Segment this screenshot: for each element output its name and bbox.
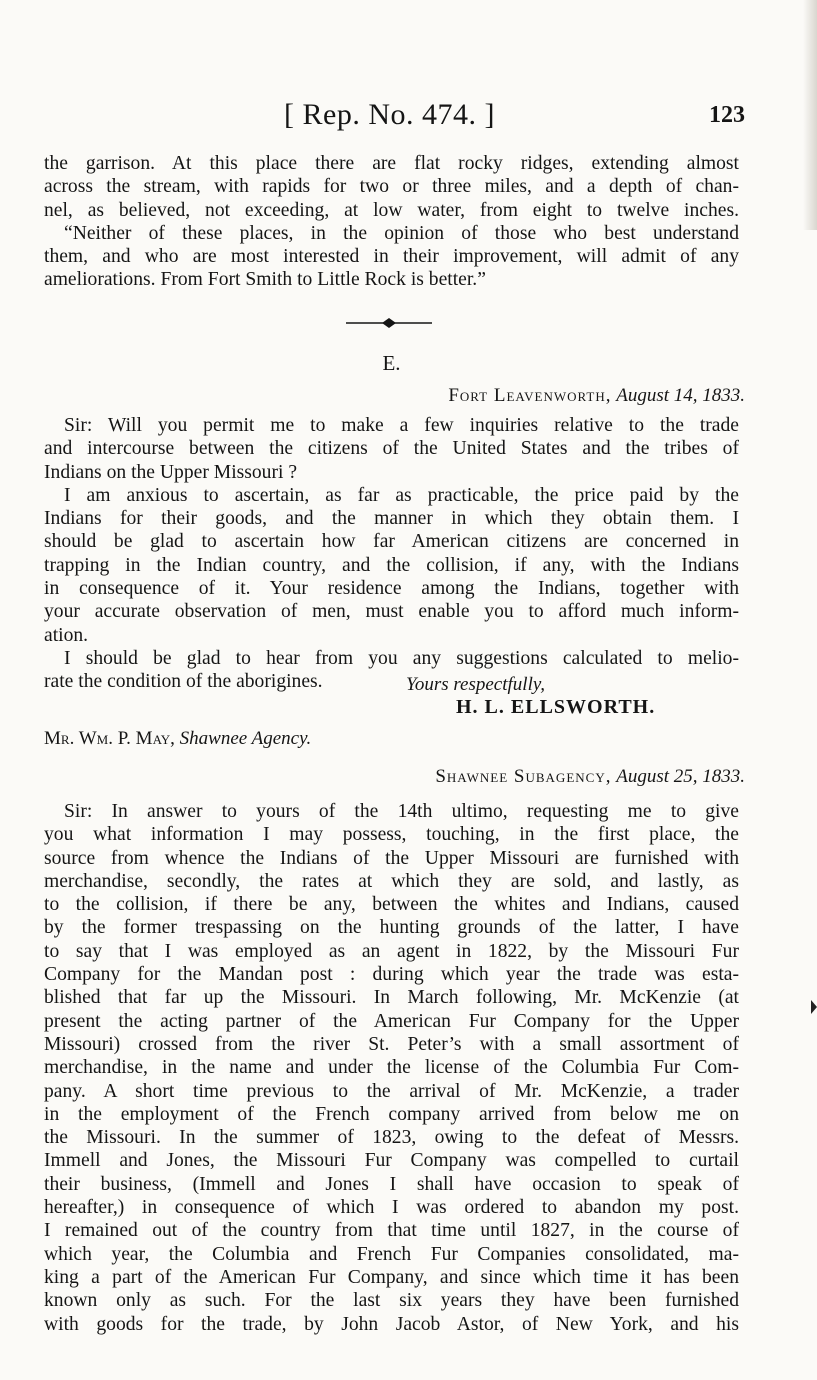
ornamental-divider-icon [346,318,432,328]
page-edge-shadow [803,0,817,230]
text-line: trapping in the Indian country, and the collision, if any, with the Indians [44,554,739,576]
text-line: nel, as believed, not exceeding, at low water, from eight to twelve inches. [44,199,739,221]
text-line: to say that I was employed as an agent in 1822, by the Missouri Fur [44,940,739,962]
text-line: I am anxious to ascertain, as far as practicable, the price paid by the [64,484,739,506]
addressee-name: Mr. Wm. P. May, [44,728,175,749]
text-line: Company for the Mandan post : during which year the trade was esta- [44,964,739,986]
section-label: E. [382,351,401,375]
text-line: I remained out of the country from that time until 1827, in the course of [44,1220,739,1242]
page-header [44,96,745,136]
text-line: in the employment of the French company arrived from below me on [44,1103,739,1125]
letter1-closing: Yours respectfully, [406,674,545,695]
text-line: rate the condition of the aborigines. [44,671,323,693]
letter1-dateline [448,385,745,407]
text-line: pany. A short time previous to the arrival of Mr. McKenzie, a trader [44,1080,739,1102]
addressee-place: Shawnee Agency. [179,728,312,749]
text-line: merchandise, in the name and under the license of the Columbia Fur Com- [44,1057,739,1079]
letter2-place: Shawnee Subagency, [435,766,612,787]
letter1-signature: H. L. ELLSWORTH. [456,696,656,718]
text-line: ameliorations. From Fort Smith to Little Rock is better.” [44,269,486,291]
text-line: by the former trespassing on the hunting grounds of the latter, I have [44,917,739,939]
text-line: them, and who are most interested in their improvement, will admit of any [44,246,739,268]
text-line: king a part of the American Fur Company, and since which time it has been [44,1266,739,1288]
intro-paragraph [44,152,739,292]
text-line: should be glad to ascertain how far American citizens are concerned in [44,531,739,553]
letter1-addressee [44,728,311,750]
text-line: present the acting partner of the American Fur Company for the Upper [44,1010,739,1032]
text-line: Indians on the Upper Missouri ? [44,461,298,483]
text-line: Indians for their goods, and the manner in which they obtain them. I [44,508,739,530]
letter2-dateline [435,766,745,788]
text-line: the garrison. At this place there are flat rocky ridges, extending almost [44,153,739,174]
running-head: [ Rep. No. 474. ] [284,98,495,131]
text-line: source from whence the Indians of the Upper Missouri are furnished with [44,847,739,869]
text-line: known only as such. For the last six years they have been furnished [44,1290,739,1312]
text-line: their business, (Immell and Jones I shall have occasion to speak of [44,1173,739,1195]
text-line: your accurate observation of men, must enable you to afford much inform- [44,601,739,623]
page-number: 123 [709,102,745,128]
edge-mark-icon [811,1000,817,1014]
text-line: with goods for the trade, by John Jacob Astor, of New York, and his [44,1313,739,1335]
text-line: blished that far up the Missouri. In March following, Mr. McKenzie (at [44,987,739,1009]
text-line: “Neither of these places, in the opinion of those who best understand [64,222,739,244]
text-line: Immell and Jones, the Missouri Fur Company was compelled to curtail [44,1150,739,1172]
letter2-body [44,800,739,1336]
text-line: Missouri) crossed from the river St. Peter’s with a small assortment of [44,1033,739,1055]
text-line: hereafter,) in consequence of which I was ordered to abandon my post. [44,1197,739,1219]
text-line: I should be glad to hear from you any suggestions calculated to melio- [64,647,739,669]
text-line: across the stream, with rapids for two or three miles, and a depth of chan- [44,176,739,198]
text-line: the Missouri. In the summer of 1823, owing to the defeat of Messrs. [44,1127,739,1149]
text-line: in consequence of it. Your residence among the Indians, together with [44,578,739,600]
text-line: you what information I may possess, touching, in the first place, the [44,824,739,846]
letter1-body [44,414,739,694]
text-line: and intercourse between the citizens of the United States and the tribes of [44,438,739,460]
letter1-date: August 14, 1833. [616,385,745,406]
text-line: to the collision, if there be any, between the whites and Indians, caused [44,894,739,916]
letter1-place: Fort Leavenworth, [448,385,612,406]
text-line: which year, the Columbia and French Fur Companies consolidated, ma- [44,1243,739,1265]
letter2-date: August 25, 1833. [616,766,745,787]
text-line: ation. [44,624,89,646]
text-line: merchandise, secondly, the rates at which they are sold, and lastly, as [44,870,739,892]
text-line: Sir: In answer to yours of the 14th ultimo, requesting me to give [64,801,739,822]
text-line: Sir: Will you permit me to make a few inquiries relative to the trade [64,415,739,436]
